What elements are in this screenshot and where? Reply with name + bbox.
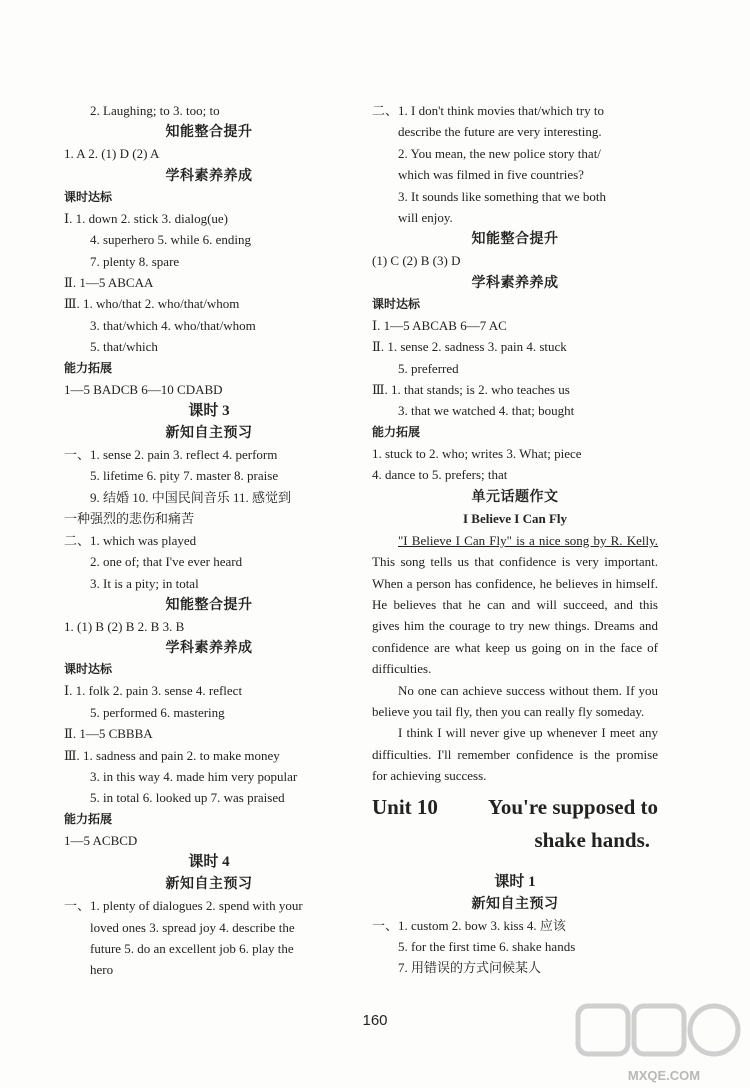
essay-text: This song tells us that confidence is very important. When a person has confidence, he believes in himself. He believes that he can and will succeed, and this gives him the courage to try new things. Dreams and confidence are what keep us going on in the face of difficulties. [372,554,658,677]
answer-line: hero [90,962,114,978]
watermark-shape [690,1006,738,1054]
watermark-shape [578,1006,628,1054]
answer-line: which was filmed in five countries? [398,167,584,183]
section-heading: 学科素养养成 [471,274,559,291]
subsection-heading: 能力拓展 [372,424,421,439]
answer-line: 9. 结婚 10. 中国民间音乐 11. 感觉到 [90,489,292,505]
essay-paragraph: I think I will never give up whenever I meet any difficulties. I'll remember confidence is the promise for achieving success. [372,725,658,784]
subsection-heading: 能力拓展 [64,360,113,375]
answer-line: 3. in this way 4. made him very popular [90,768,298,784]
answer-line: 5. in total 6. looked up 7. was praised [90,790,285,806]
section-heading: 知能整合提升 [471,231,559,248]
subsection-heading: 课时达标 [64,662,113,677]
answer-line: 5. for the first time 6. shake hands [398,938,576,954]
answer-line: Ⅰ. 1. down 2. stick 3. dialog(ue) [64,210,228,226]
section-heading: 单元话题作文 [471,488,559,505]
page-number: 160 [362,1012,388,1029]
section-heading: 知能整合提升 [165,124,253,141]
subsection-heading: 课时达标 [372,296,421,311]
section-heading: 新知自主预习 [165,425,253,442]
answer-line: will enjoy. [398,210,453,226]
answer-line: Ⅲ. 1. that stands; is 2. who teaches us [372,382,570,398]
answer-line: Ⅱ. 1—5 CBBBA [64,726,153,742]
answer-line: 5. lifetime 6. pity 7. master 8. praise [90,468,279,484]
answer-line: 1—5 BADCB 6—10 CDABD [64,381,223,397]
answer-line: 2. Laughing; to 3. too; to [90,103,220,118]
answer-line: describe the future are very interesting. [398,124,602,140]
unit-title [372,791,658,857]
answer-line: 1. stuck to 2. who; writes 3. What; piece [372,445,582,461]
answer-line: 二、1. which was played [64,532,197,548]
answer-line: 一、1. sense 2. pain 3. reflect 4. perform [64,447,278,463]
answer-line: 一、1. custom 2. bow 3. kiss 4. 应该 [372,917,566,933]
answer-line: Ⅰ. 1. folk 2. pain 3. sense 4. reflect [64,683,243,699]
answer-line: Ⅱ. 1. sense 2. sadness 3. pain 4. stuck [372,339,567,355]
essay-paragraph [372,530,658,680]
answer-line: 一、1. plenty of dialogues 2. spend with your [64,898,303,914]
subsection-heading: 课时达标 [64,189,113,204]
answer-line: Ⅲ. 1. who/that 2. who/that/whom [64,296,240,312]
watermark-text: MXQE.COM [627,1068,701,1083]
answer-line: 3. that we watched 4. that; bought [398,403,575,419]
essay-underlined-sentence: "I Believe I Can Fly" is a nice song by R. Kelly. [398,532,658,548]
answer-line: 2. You mean, the new police story that/ [398,145,601,161]
essay-paragraph: No one can achieve success without them. If you believe you tail fly, then you can really fly someday. [372,682,658,719]
watermark-logo [574,1000,744,1086]
answer-line: 4. superhero 5. while 6. ending [90,232,252,248]
answer-line: Ⅱ. 1—5 ABCAA [64,275,154,291]
answer-line: loved ones 3. spread joy 4. describe the [90,919,295,935]
answer-line: (1) C (2) B (3) D [372,253,461,269]
left-column [64,100,354,981]
essay-body [372,530,658,787]
right-column [372,100,658,979]
answer-line: 1—5 ACBCD [64,832,138,848]
essay-title: I Believe I Can Fly [463,510,567,526]
answer-line: Ⅰ. 1—5 ABCAB 6—7 AC [372,317,507,333]
answer-line: 1. A 2. (1) D (2) A [64,146,160,162]
lesson-heading: 课时 3 [188,403,230,420]
section-heading: 学科素养养成 [165,640,253,657]
unit-title-line-2: shake hands. [534,827,650,852]
answer-line: 4. dance to 5. prefers; that [372,467,508,483]
answer-line: 5. performed 6. mastering [90,704,225,720]
answer-line: 5. that/which [90,339,158,355]
unit-label: Unit 10 [372,794,438,819]
answer-line: 二、1. I don't think movies that/which try to [372,103,604,118]
lesson-heading: 课时 1 [494,873,536,890]
answer-line: Ⅲ. 1. sadness and pain 2. to make money [64,747,280,763]
answer-line: 2. one of; that I've ever heard [90,554,243,570]
answer-line: 3. It is a pity; in total [90,575,199,591]
section-heading: 知能整合提升 [165,596,253,613]
subsection-heading: 能力拓展 [64,811,113,826]
answer-line: 1. (1) B (2) B 2. B 3. B [64,618,185,634]
section-heading: 学科素养养成 [165,167,253,184]
watermark-shape [634,1006,684,1054]
answer-line: 一种强烈的悲伤和痛苦 [64,511,195,527]
unit-title-line-1: You're supposed to [488,794,658,819]
answer-line: 5. preferred [398,360,459,376]
answer-line: 7. plenty 8. spare [90,253,180,269]
answer-line: 3. It sounds like something that we both [398,188,606,204]
answer-line: 3. that/which 4. who/that/whom [90,317,256,333]
section-heading: 新知自主预习 [165,876,253,893]
answer-line: 7. 用错误的方式问候某人 [398,960,542,976]
answer-line: future 5. do an excellent job 6. play the [90,940,294,956]
lesson-heading: 课时 4 [188,854,230,871]
section-heading: 新知自主预习 [471,895,559,912]
